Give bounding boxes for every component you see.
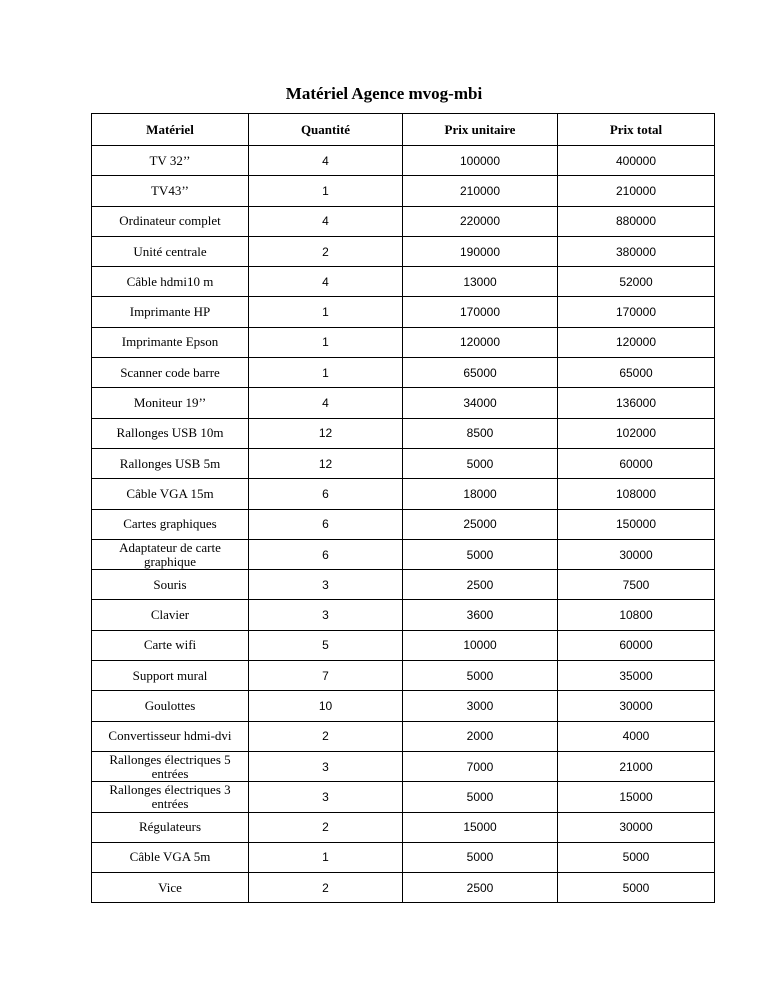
cell-prix-unitaire: 190000 — [403, 236, 558, 266]
cell-prix-unitaire: 5000 — [403, 539, 558, 569]
cell-prix-total: 65000 — [558, 358, 715, 388]
cell-prix-unitaire: 8500 — [403, 418, 558, 448]
cell-prix-unitaire: 2500 — [403, 873, 558, 903]
cell-materiel: Adaptateur de carte graphique — [92, 539, 249, 569]
table-row — [92, 600, 715, 630]
cell-prix-total: 7500 — [558, 570, 715, 600]
table-row — [92, 630, 715, 660]
cell-quantite: 3 — [249, 600, 403, 630]
cell-materiel: Support mural — [92, 661, 249, 691]
cell-quantite: 6 — [249, 539, 403, 569]
cell-prix-total: 5000 — [558, 842, 715, 872]
table-row — [92, 661, 715, 691]
table-row — [92, 267, 715, 297]
cell-materiel: Convertisseur hdmi-dvi — [92, 721, 249, 751]
table-row — [92, 842, 715, 872]
cell-prix-unitaire: 18000 — [403, 479, 558, 509]
cell-quantite: 3 — [249, 782, 403, 812]
cell-prix-unitaire: 7000 — [403, 751, 558, 781]
cell-materiel: Câble hdmi10 m — [92, 267, 249, 297]
cell-quantite: 12 — [249, 418, 403, 448]
cell-prix-unitaire: 65000 — [403, 358, 558, 388]
cell-prix-unitaire: 120000 — [403, 327, 558, 357]
cell-prix-total: 10800 — [558, 600, 715, 630]
cell-materiel: Goulottes — [92, 691, 249, 721]
cell-materiel: Vice — [92, 873, 249, 903]
cell-quantite: 2 — [249, 236, 403, 266]
cell-materiel: Imprimante HP — [92, 297, 249, 327]
table-row — [92, 206, 715, 236]
cell-materiel: Moniteur 19’’ — [92, 388, 249, 418]
table-body — [92, 146, 715, 903]
cell-quantite: 10 — [249, 691, 403, 721]
cell-materiel: Imprimante Epson — [92, 327, 249, 357]
cell-materiel: TV 32’’ — [92, 146, 249, 176]
cell-prix-unitaire: 170000 — [403, 297, 558, 327]
cell-prix-total: 5000 — [558, 873, 715, 903]
cell-prix-total: 120000 — [558, 327, 715, 357]
cell-materiel: Régulateurs — [92, 812, 249, 842]
table-row — [92, 418, 715, 448]
table-row — [92, 236, 715, 266]
cell-quantite: 3 — [249, 570, 403, 600]
table-row — [92, 297, 715, 327]
table-row — [92, 146, 715, 176]
cell-prix-total: 880000 — [558, 206, 715, 236]
cell-prix-unitaire: 2000 — [403, 721, 558, 751]
header-prix-total: Prix total — [558, 114, 715, 146]
table-row — [92, 479, 715, 509]
cell-prix-unitaire: 5000 — [403, 661, 558, 691]
table-row — [92, 812, 715, 842]
cell-prix-total: 52000 — [558, 267, 715, 297]
table-row — [92, 782, 715, 812]
header-quantite: Quantité — [249, 114, 403, 146]
cell-prix-unitaire: 10000 — [403, 630, 558, 660]
document-title: Matériel Agence mvog-mbi — [285, 84, 483, 103]
table-row — [92, 721, 715, 751]
cell-prix-total: 108000 — [558, 479, 715, 509]
cell-quantite: 4 — [249, 146, 403, 176]
cell-quantite: 6 — [249, 509, 403, 539]
cell-materiel: Ordinateur complet — [92, 206, 249, 236]
cell-materiel: Clavier — [92, 600, 249, 630]
cell-prix-total: 21000 — [558, 751, 715, 781]
cell-materiel: Scanner code barre — [92, 358, 249, 388]
cell-quantite: 1 — [249, 327, 403, 357]
cell-materiel: TV43’’ — [92, 176, 249, 206]
cell-materiel: Cartes graphiques — [92, 509, 249, 539]
cell-materiel: Unité centrale — [92, 236, 249, 266]
cell-prix-unitaire: 3600 — [403, 600, 558, 630]
cell-prix-total: 60000 — [558, 630, 715, 660]
cell-materiel: Rallonges USB 5m — [92, 448, 249, 478]
cell-quantite: 7 — [249, 661, 403, 691]
header-materiel: Matériel — [92, 114, 249, 146]
cell-prix-total: 4000 — [558, 721, 715, 751]
cell-prix-total: 30000 — [558, 691, 715, 721]
cell-quantite: 1 — [249, 842, 403, 872]
cell-prix-total: 30000 — [558, 539, 715, 569]
cell-prix-total: 136000 — [558, 388, 715, 418]
table-row — [92, 751, 715, 781]
cell-prix-total: 400000 — [558, 146, 715, 176]
cell-quantite: 5 — [249, 630, 403, 660]
cell-prix-total: 60000 — [558, 448, 715, 478]
cell-prix-total: 102000 — [558, 418, 715, 448]
materiel-table — [91, 113, 715, 903]
cell-quantite: 1 — [249, 176, 403, 206]
cell-prix-unitaire: 210000 — [403, 176, 558, 206]
table-row — [92, 570, 715, 600]
cell-materiel: Souris — [92, 570, 249, 600]
table-row — [92, 388, 715, 418]
cell-quantite: 1 — [249, 297, 403, 327]
cell-prix-unitaire: 34000 — [403, 388, 558, 418]
table-header-row — [92, 114, 715, 146]
cell-prix-unitaire: 3000 — [403, 691, 558, 721]
header-prix-unitaire: Prix unitaire — [403, 114, 558, 146]
cell-prix-unitaire: 5000 — [403, 842, 558, 872]
cell-prix-unitaire: 2500 — [403, 570, 558, 600]
cell-quantite: 4 — [249, 388, 403, 418]
table-row — [92, 176, 715, 206]
cell-quantite: 2 — [249, 873, 403, 903]
cell-prix-unitaire: 25000 — [403, 509, 558, 539]
cell-prix-total: 170000 — [558, 297, 715, 327]
cell-quantite: 4 — [249, 267, 403, 297]
cell-prix-unitaire: 100000 — [403, 146, 558, 176]
cell-materiel: Rallonges électriques 3 entrées — [92, 782, 249, 812]
cell-materiel: Rallonges USB 10m — [92, 418, 249, 448]
cell-quantite: 12 — [249, 448, 403, 478]
table-row — [92, 327, 715, 357]
cell-quantite: 6 — [249, 479, 403, 509]
cell-quantite: 2 — [249, 721, 403, 751]
cell-prix-unitaire: 5000 — [403, 448, 558, 478]
cell-prix-unitaire: 220000 — [403, 206, 558, 236]
cell-prix-total: 30000 — [558, 812, 715, 842]
table-row — [92, 509, 715, 539]
cell-prix-total: 35000 — [558, 661, 715, 691]
cell-prix-unitaire: 13000 — [403, 267, 558, 297]
cell-materiel: Câble VGA 15m — [92, 479, 249, 509]
cell-materiel: Carte wifi — [92, 630, 249, 660]
table-row — [92, 873, 715, 903]
cell-prix-total: 150000 — [558, 509, 715, 539]
table-row — [92, 448, 715, 478]
table-row — [92, 539, 715, 569]
table-row — [92, 691, 715, 721]
table-row — [92, 358, 715, 388]
cell-materiel: Rallonges électriques 5 entrées — [92, 751, 249, 781]
cell-prix-total: 210000 — [558, 176, 715, 206]
cell-quantite: 2 — [249, 812, 403, 842]
cell-prix-unitaire: 15000 — [403, 812, 558, 842]
cell-prix-total: 15000 — [558, 782, 715, 812]
cell-prix-unitaire: 5000 — [403, 782, 558, 812]
cell-materiel: Câble VGA 5m — [92, 842, 249, 872]
cell-quantite: 1 — [249, 358, 403, 388]
cell-prix-total: 380000 — [558, 236, 715, 266]
cell-quantite: 4 — [249, 206, 403, 236]
cell-quantite: 3 — [249, 751, 403, 781]
